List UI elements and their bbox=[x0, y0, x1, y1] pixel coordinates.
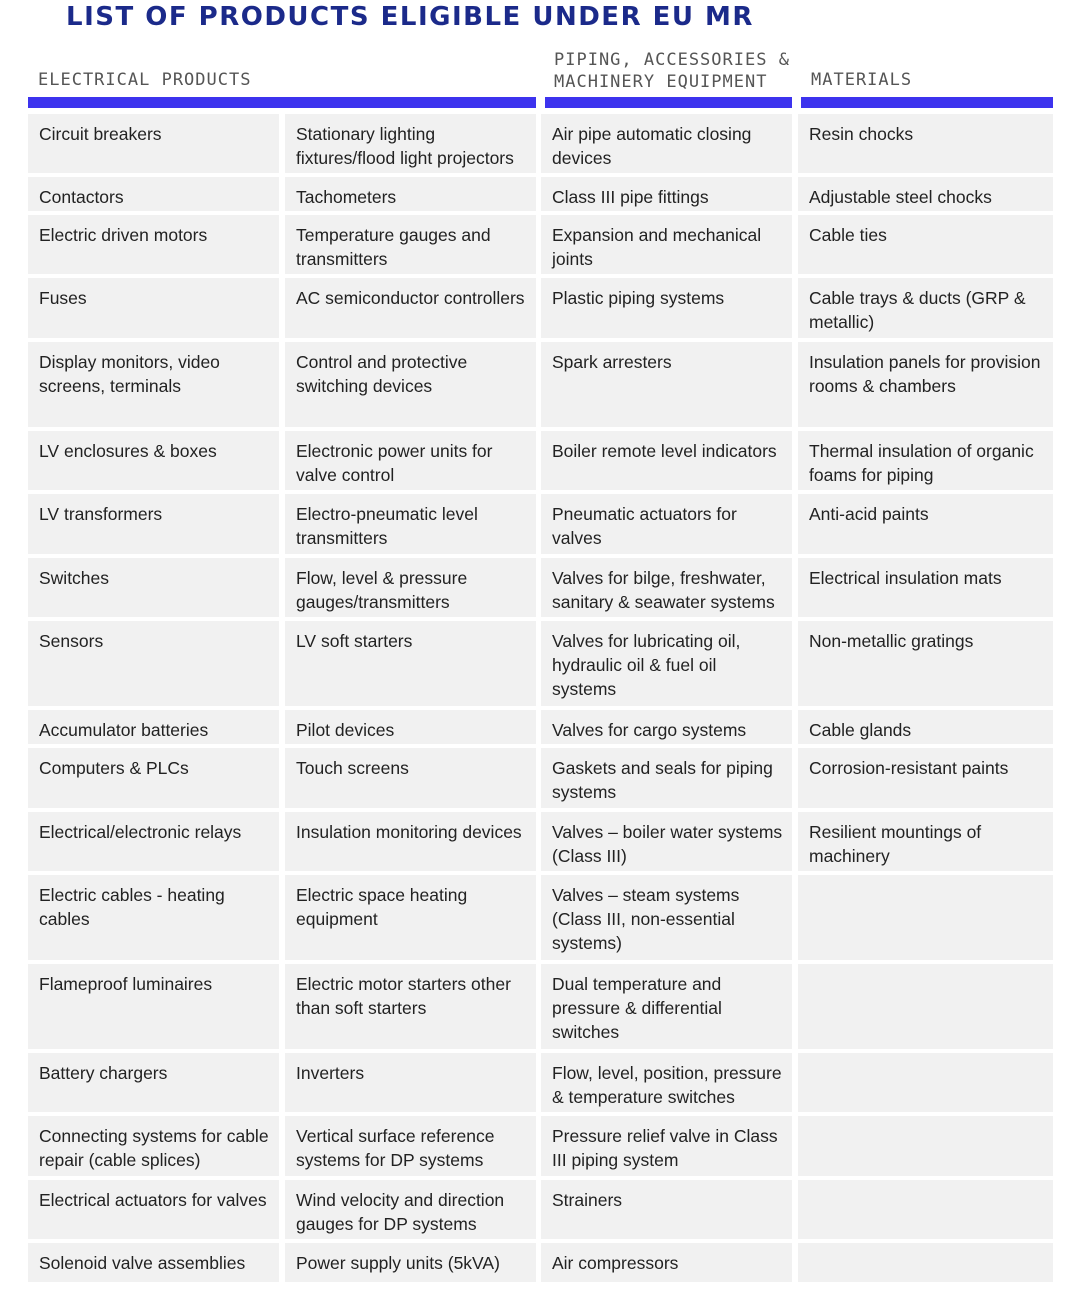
table-cell-piping-a: Power supply units (5kVA) bbox=[285, 1243, 536, 1282]
table-cell-electrical: Sensors bbox=[28, 621, 279, 706]
page-title: LIST OF PRODUCTS ELIGIBLE UNDER EU MR bbox=[66, 2, 754, 32]
table-cell-electrical: Electrical/electronic relays bbox=[28, 812, 279, 871]
table-cell-piping-b: Valves for cargo systems bbox=[541, 710, 792, 744]
table-cell-piping-b: Class III pipe fittings bbox=[541, 177, 792, 211]
table-cell-materials: Corrosion-resistant paints bbox=[798, 748, 1053, 808]
table-cell-materials bbox=[798, 964, 1053, 1049]
table-cell-piping-a: Electric motor starters other than soft starters bbox=[285, 964, 536, 1049]
table-cell-piping-a: AC semiconductor controllers bbox=[285, 278, 536, 338]
table-cell-piping-b: Valves for bilge, freshwater, sanitary & seawater systems bbox=[541, 558, 792, 617]
header-electrical-products: ELECTRICAL PRODUCTS bbox=[38, 70, 252, 90]
table-cell-piping-a: Temperature gauges and transmitters bbox=[285, 215, 536, 274]
table-cell-materials: Electrical insulation mats bbox=[798, 558, 1053, 617]
table-cell-electrical: Circuit breakers bbox=[28, 114, 279, 173]
table-cell-electrical: Electric driven motors bbox=[28, 215, 279, 274]
piping-header-bar bbox=[545, 97, 792, 108]
table-cell-piping-a: Wind velocity and direction gauges for DP systems bbox=[285, 1180, 536, 1239]
table-cell-piping-a: LV soft starters bbox=[285, 621, 536, 706]
table-cell-electrical: LV enclosures & boxes bbox=[28, 431, 279, 490]
table-cell-electrical: Switches bbox=[28, 558, 279, 617]
table-cell-piping-a: Touch screens bbox=[285, 748, 536, 808]
table-cell-piping-b: Strainers bbox=[541, 1180, 792, 1239]
table-cell-piping-b: Valves – boiler water systems (Class III) bbox=[541, 812, 792, 871]
electrical-header-bar bbox=[28, 97, 536, 108]
table-cell-electrical: Electrical actuators for valves bbox=[28, 1180, 279, 1239]
header-materials: MATERIALS bbox=[811, 70, 913, 90]
table-cell-electrical: Computers & PLCs bbox=[28, 748, 279, 808]
table-cell-materials: Non-metallic gratings bbox=[798, 621, 1053, 706]
table-cell-piping-a: Electro-pneumatic level transmitters bbox=[285, 494, 536, 554]
table-cell-electrical: Battery chargers bbox=[28, 1053, 279, 1112]
table-cell-materials: Cable glands bbox=[798, 710, 1053, 744]
table-cell-electrical: Connecting systems for cable repair (cable splices) bbox=[28, 1116, 279, 1176]
table-cell-electrical: Solenoid valve assemblies bbox=[28, 1243, 279, 1282]
table-cell-piping-a: Pilot devices bbox=[285, 710, 536, 744]
table-cell-materials: Insulation panels for provision rooms & chambers bbox=[798, 342, 1053, 427]
table-cell-piping-a: Inverters bbox=[285, 1053, 536, 1112]
table-cell-materials bbox=[798, 875, 1053, 960]
table-cell-materials bbox=[798, 1180, 1053, 1239]
table-cell-piping-a: Electronic power units for valve control bbox=[285, 431, 536, 490]
table-cell-piping-a: Electric space heating equipment bbox=[285, 875, 536, 960]
table-cell-materials bbox=[798, 1053, 1053, 1112]
table-cell-piping-b: Air pipe automatic closing devices bbox=[541, 114, 792, 173]
header-piping-line1: PIPING, ACCESSORIES & bbox=[554, 50, 790, 70]
table-cell-materials: Resin chocks bbox=[798, 114, 1053, 173]
table-cell-piping-a: Flow, level & pressure gauges/transmitters bbox=[285, 558, 536, 617]
table-cell-materials: Cable trays & ducts (GRP & metallic) bbox=[798, 278, 1053, 338]
table-cell-materials: Adjustable steel chocks bbox=[798, 177, 1053, 211]
header-piping-line2: MACHINERY EQUIPMENT bbox=[554, 72, 768, 92]
table-cell-materials: Resilient mountings of machinery bbox=[798, 812, 1053, 871]
table-cell-electrical: Accumulator batteries bbox=[28, 710, 279, 744]
table-cell-piping-b: Flow, level, position, pressure & temperature switches bbox=[541, 1053, 792, 1112]
table-cell-electrical: Electric cables - heating cables bbox=[28, 875, 279, 960]
table-cell-piping-b: Valves for lubricating oil, hydraulic oil & fuel oil systems bbox=[541, 621, 792, 706]
table-cell-electrical: Contactors bbox=[28, 177, 279, 211]
table-cell-piping-b: Air compressors bbox=[541, 1243, 792, 1282]
table-cell-materials bbox=[798, 1243, 1053, 1282]
table-cell-electrical: Display monitors, video screens, terminals bbox=[28, 342, 279, 427]
table-cell-piping-b: Gaskets and seals for piping systems bbox=[541, 748, 792, 808]
table-cell-piping-a: Tachometers bbox=[285, 177, 536, 211]
table-cell-piping-b: Pressure relief valve in Class III piping system bbox=[541, 1116, 792, 1176]
table-cell-piping-b: Boiler remote level indicators bbox=[541, 431, 792, 490]
table-cell-piping-b: Expansion and mechanical joints bbox=[541, 215, 792, 274]
table-cell-materials bbox=[798, 1116, 1053, 1176]
table-cell-piping-b: Valves – steam systems (Class III, non-essential systems) bbox=[541, 875, 792, 960]
table-cell-piping-b: Dual temperature and pressure & differential switches bbox=[541, 964, 792, 1049]
table-cell-electrical: Flameproof luminaires bbox=[28, 964, 279, 1049]
table-cell-electrical: Fuses bbox=[28, 278, 279, 338]
table-cell-piping-a: Insulation monitoring devices bbox=[285, 812, 536, 871]
table-cell-piping-a: Control and protective switching devices bbox=[285, 342, 536, 427]
table-cell-materials: Anti-acid paints bbox=[798, 494, 1053, 554]
table-cell-piping-b: Pneumatic actuators for valves bbox=[541, 494, 792, 554]
materials-header-bar bbox=[801, 97, 1053, 108]
table-cell-electrical: LV transformers bbox=[28, 494, 279, 554]
table-cell-piping-a: Vertical surface reference systems for DP systems bbox=[285, 1116, 536, 1176]
table-cell-materials: Thermal insulation of organic foams for piping bbox=[798, 431, 1053, 490]
table-cell-piping-a: Stationary lighting fixtures/flood light projectors bbox=[285, 114, 536, 173]
table-cell-piping-b: Plastic piping systems bbox=[541, 278, 792, 338]
table-cell-piping-b: Spark arresters bbox=[541, 342, 792, 427]
table-cell-materials: Cable ties bbox=[798, 215, 1053, 274]
